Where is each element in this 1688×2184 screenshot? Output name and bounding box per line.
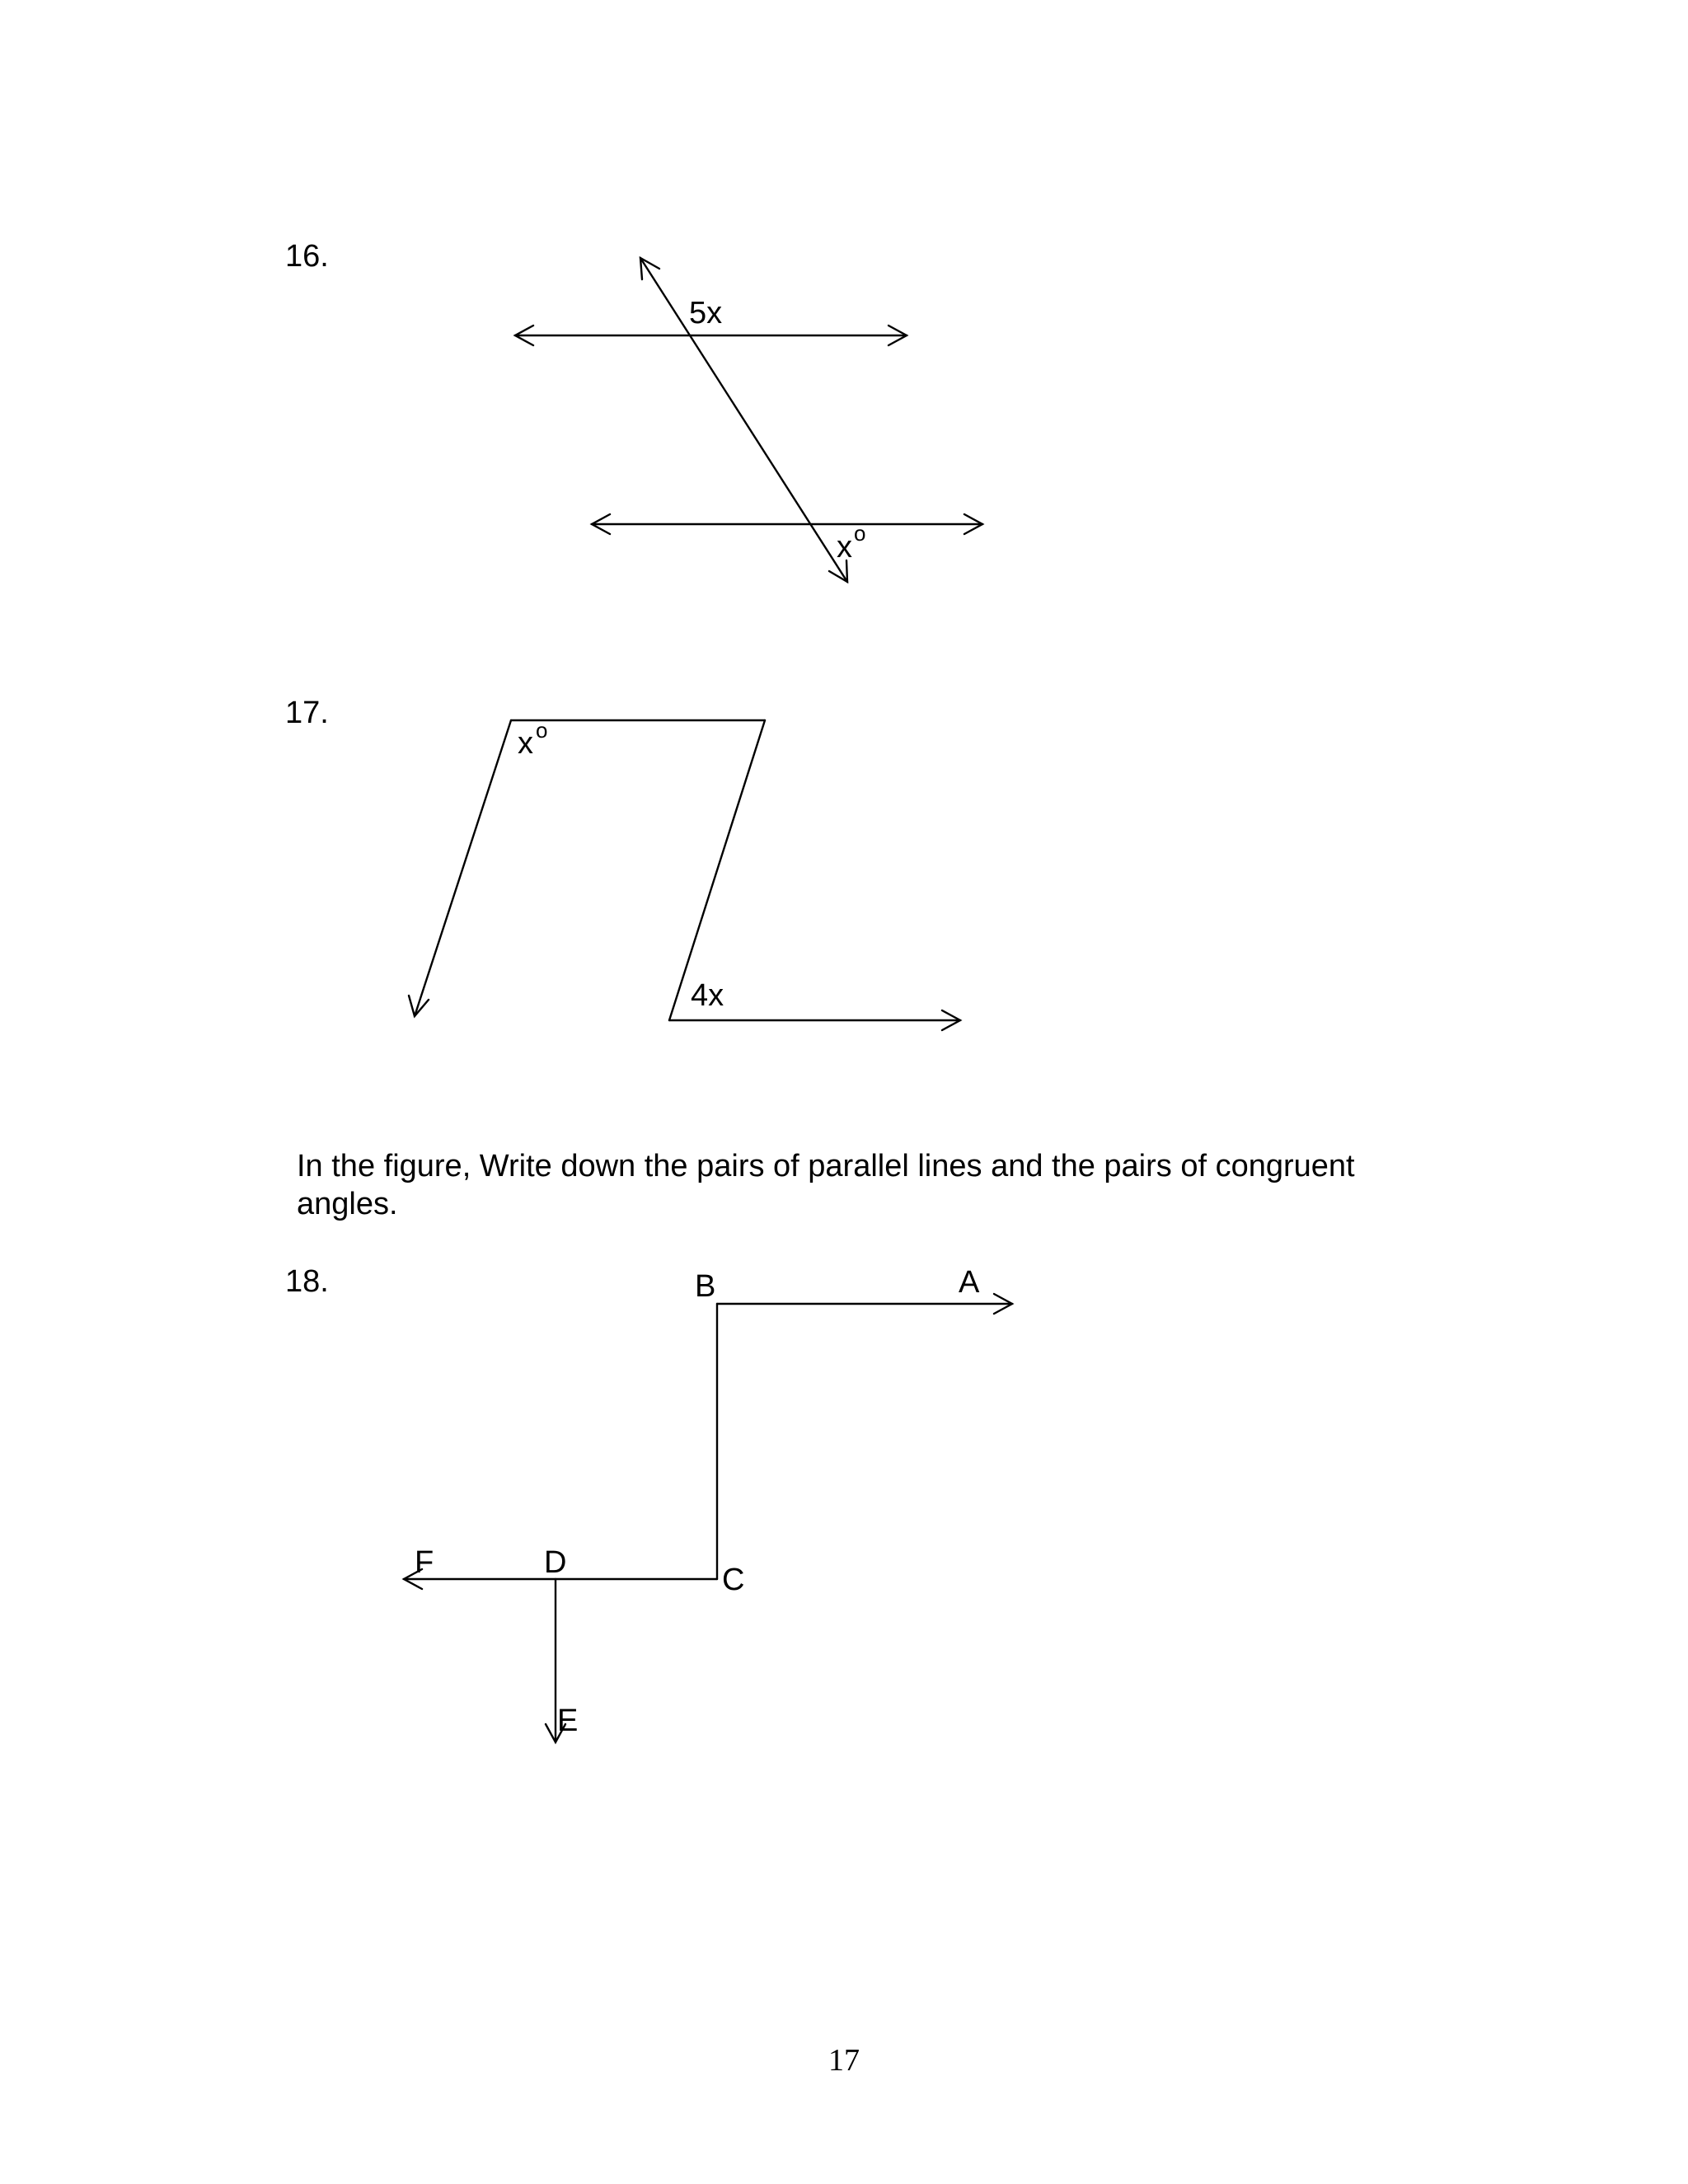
p16-angle-5x-label: 5x bbox=[689, 296, 723, 330]
p16-angle-x-label: x bbox=[837, 530, 852, 565]
problem-17-number: 17. bbox=[285, 696, 329, 730]
p18-label-d: D bbox=[544, 1545, 567, 1580]
p18-label-b: B bbox=[695, 1269, 716, 1304]
p17-angle-x-degree: o bbox=[536, 718, 548, 743]
problem-16-number: 16. bbox=[285, 239, 329, 274]
page-number: 17 bbox=[828, 2043, 860, 2078]
p17-angle-4x-label: 4x bbox=[691, 978, 724, 1013]
problem-18-number: 18. bbox=[285, 1264, 329, 1299]
p17-angle-x-label: x bbox=[518, 726, 533, 761]
p18-label-e: E bbox=[557, 1704, 579, 1738]
p18-label-c: C bbox=[722, 1563, 745, 1597]
p18-label-a: A bbox=[959, 1265, 980, 1300]
p16-angle-x-degree: o bbox=[854, 521, 866, 546]
p18-label-f: F bbox=[415, 1545, 434, 1580]
instruction-text: In the figure, Write down the pairs of parallel lines and the pairs of congruent angles. bbox=[297, 1149, 1355, 1221]
